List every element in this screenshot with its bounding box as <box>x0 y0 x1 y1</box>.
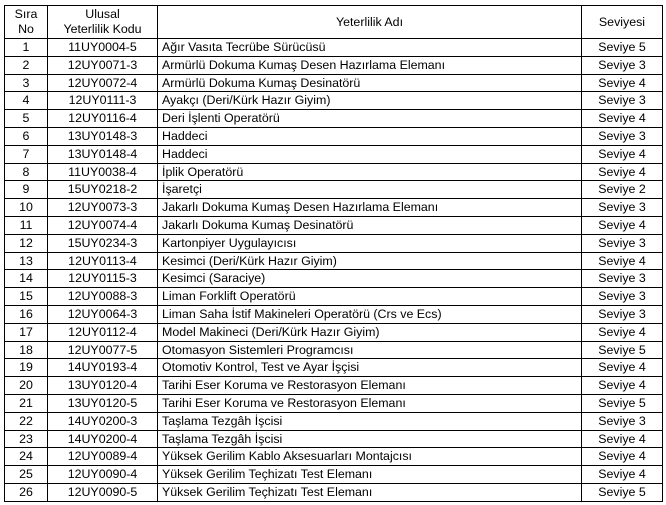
table-row <box>5 127 663 145</box>
table-row <box>5 216 663 234</box>
cell-level: Seviye 3 <box>582 127 663 145</box>
cell-qualification-name: Deri İşlenti Operatörü <box>158 110 582 128</box>
cell-qualification-name: Liman Forklift Operatörü <box>158 288 582 306</box>
cell-qualification-name: Model Makineci (Deri/Kürk Hazır Giyim) <box>158 323 582 341</box>
cell-level: Seviye 4 <box>582 145 663 163</box>
cell-qualification-name: Haddeci <box>158 145 582 163</box>
cell-qualification-name: Jakarlı Dokuma Kumaş Desinatörü <box>158 216 582 234</box>
table-row <box>5 288 663 306</box>
cell-level: Seviye 4 <box>582 216 663 234</box>
cell-qualification-name: Taşlama Tezgâh İşcisi <box>158 430 582 448</box>
table-row <box>5 377 663 395</box>
table-row <box>5 145 663 163</box>
cell-qualification-code: 12UY0090-5 <box>48 483 158 501</box>
table-row <box>5 39 663 57</box>
cell-qualification-name: Haddeci <box>158 127 582 145</box>
cell-level: Seviye 5 <box>582 394 663 412</box>
table-row <box>5 394 663 412</box>
cell-qualification-code: 12UY0112-4 <box>48 323 158 341</box>
cell-sequence-no: 22 <box>5 412 48 430</box>
cell-sequence-no: 25 <box>5 466 48 484</box>
table-row <box>5 56 663 74</box>
cell-sequence-no: 6 <box>5 127 48 145</box>
cell-level: Seviye 4 <box>582 74 663 92</box>
cell-level: Seviye 4 <box>582 377 663 395</box>
table-row <box>5 181 663 199</box>
cell-level: Seviye 4 <box>582 110 663 128</box>
cell-qualification-code: 12UY0116-4 <box>48 110 158 128</box>
header-text: No <box>18 22 34 36</box>
cell-sequence-no: 4 <box>5 92 48 110</box>
cell-level: Seviye 3 <box>582 56 663 74</box>
cell-level: Seviye 3 <box>582 305 663 323</box>
cell-qualification-name: Yüksek Gerilim Teçhizatı Test Elemanı <box>158 466 582 484</box>
cell-sequence-no: 14 <box>5 270 48 288</box>
cell-qualification-name: Armürlü Dokuma Kumaş Desinatörü <box>158 74 582 92</box>
cell-level: Seviye 3 <box>582 199 663 217</box>
cell-qualification-code: 13UY0120-4 <box>48 377 158 395</box>
cell-qualification-code: 12UY0088-3 <box>48 288 158 306</box>
cell-qualification-code: 14UY0193-4 <box>48 359 158 377</box>
table-row <box>5 252 663 270</box>
table-row <box>5 92 663 110</box>
cell-qualification-code: 12UY0072-4 <box>48 74 158 92</box>
table-row <box>5 163 663 181</box>
cell-sequence-no: 17 <box>5 323 48 341</box>
cell-sequence-no: 9 <box>5 181 48 199</box>
cell-sequence-no: 1 <box>5 39 48 57</box>
cell-qualification-code: 15UY0218-2 <box>48 181 158 199</box>
header-level: Seviyesi <box>582 6 663 39</box>
cell-qualification-name: İşaretçi <box>158 181 582 199</box>
cell-sequence-no: 8 <box>5 163 48 181</box>
cell-qualification-code: 12UY0113-4 <box>48 252 158 270</box>
cell-sequence-no: 21 <box>5 394 48 412</box>
header-sequence-no <box>5 6 48 39</box>
cell-sequence-no: 20 <box>5 377 48 395</box>
cell-qualification-code: 11UY0038-4 <box>48 163 158 181</box>
header-text: Yeterlilik Kodu <box>63 22 142 36</box>
cell-sequence-no: 2 <box>5 56 48 74</box>
table-row <box>5 359 663 377</box>
header-text: Sıra <box>14 7 38 21</box>
cell-sequence-no: 13 <box>5 252 48 270</box>
table-row <box>5 74 663 92</box>
cell-qualification-name: Tarihi Eser Koruma ve Restorasyon Elemanı <box>158 394 582 412</box>
cell-qualification-name: Yüksek Gerilim Teçhizatı Test Elemanı <box>158 483 582 501</box>
cell-qualification-name: Otomotiv Kontrol, Test ve Ayar İşçisi <box>158 359 582 377</box>
cell-sequence-no: 5 <box>5 110 48 128</box>
cell-sequence-no: 7 <box>5 145 48 163</box>
cell-level: Seviye 4 <box>582 252 663 270</box>
cell-sequence-no: 10 <box>5 199 48 217</box>
cell-qualification-code: 13UY0148-4 <box>48 145 158 163</box>
cell-level: Seviye 4 <box>582 323 663 341</box>
cell-sequence-no: 11 <box>5 216 48 234</box>
table-row <box>5 270 663 288</box>
cell-qualification-code: 12UY0064-3 <box>48 305 158 323</box>
cell-qualification-name: Otomasyon Sistemleri Programcısı <box>158 341 582 359</box>
cell-qualification-code: 12UY0071-3 <box>48 56 158 74</box>
cell-qualification-name: Tarihi Eser Koruma ve Restorasyon Elemanı <box>158 377 582 395</box>
table-row <box>5 448 663 466</box>
table-row <box>5 466 663 484</box>
cell-qualification-code: 15UY0234-3 <box>48 234 158 252</box>
cell-level: Seviye 5 <box>582 341 663 359</box>
header-qualification-name: Yeterlilik Adı <box>158 6 582 39</box>
cell-sequence-no: 23 <box>5 430 48 448</box>
cell-qualification-name: Yüksek Gerilim Kablo Aksesuarları Montajcısı <box>158 448 582 466</box>
cell-level: Seviye 5 <box>582 39 663 57</box>
header-text: Ulusal <box>85 7 120 21</box>
cell-level: Seviye 4 <box>582 430 663 448</box>
table-row <box>5 110 663 128</box>
table-header-row <box>5 6 663 39</box>
cell-level: Seviye 3 <box>582 234 663 252</box>
cell-sequence-no: 24 <box>5 448 48 466</box>
table-row <box>5 430 663 448</box>
cell-qualification-code: 12UY0077-5 <box>48 341 158 359</box>
cell-sequence-no: 12 <box>5 234 48 252</box>
cell-qualification-name: Liman Saha İstif Makineleri Operatörü (Crs ve Ecs) <box>158 305 582 323</box>
cell-qualification-code: 13UY0120-5 <box>48 394 158 412</box>
table-row <box>5 305 663 323</box>
cell-qualification-code: 12UY0074-4 <box>48 216 158 234</box>
cell-level: Seviye 4 <box>582 359 663 377</box>
cell-level: Seviye 2 <box>582 181 663 199</box>
header-qualification-code <box>48 6 158 39</box>
cell-qualification-code: 11UY0004-5 <box>48 39 158 57</box>
cell-level: Seviye 5 <box>582 483 663 501</box>
qualifications-table <box>4 5 663 502</box>
cell-sequence-no: 15 <box>5 288 48 306</box>
cell-qualification-name: Armürlü Dokuma Kumaş Desen Hazırlama Elemanı <box>158 56 582 74</box>
cell-qualification-code: 12UY0115-3 <box>48 270 158 288</box>
cell-level: Seviye 4 <box>582 448 663 466</box>
cell-level: Seviye 3 <box>582 270 663 288</box>
cell-qualification-name: Jakarlı Dokuma Kumaş Desen Hazırlama Elemanı <box>158 199 582 217</box>
cell-level: Seviye 3 <box>582 92 663 110</box>
cell-qualification-name: Kesimci (Deri/Kürk Hazır Giyim) <box>158 252 582 270</box>
cell-qualification-name: İplik Operatörü <box>158 163 582 181</box>
cell-level: Seviye 4 <box>582 466 663 484</box>
cell-level: Seviye 4 <box>582 163 663 181</box>
cell-qualification-code: 14UY0200-3 <box>48 412 158 430</box>
cell-sequence-no: 16 <box>5 305 48 323</box>
table-row <box>5 199 663 217</box>
table-row <box>5 323 663 341</box>
cell-qualification-name: Ayakçı (Deri/Kürk Hazır Giyim) <box>158 92 582 110</box>
table-row <box>5 483 663 501</box>
cell-qualification-name: Kesimci (Saraciye) <box>158 270 582 288</box>
cell-sequence-no: 3 <box>5 74 48 92</box>
cell-sequence-no: 26 <box>5 483 48 501</box>
cell-qualification-code: 12UY0090-4 <box>48 466 158 484</box>
table-row <box>5 412 663 430</box>
table-row <box>5 234 663 252</box>
cell-qualification-code: 12UY0111-3 <box>48 92 158 110</box>
table-row <box>5 341 663 359</box>
cell-qualification-code: 12UY0073-3 <box>48 199 158 217</box>
cell-qualification-name: Ağır Vasıta Tecrübe Sürücüsü <box>158 39 582 57</box>
cell-sequence-no: 18 <box>5 341 48 359</box>
cell-qualification-code: 13UY0148-3 <box>48 127 158 145</box>
cell-level: Seviye 3 <box>582 288 663 306</box>
cell-qualification-code: 12UY0089-4 <box>48 448 158 466</box>
cell-qualification-code: 14UY0200-4 <box>48 430 158 448</box>
cell-sequence-no: 19 <box>5 359 48 377</box>
cell-level: Seviye 3 <box>582 412 663 430</box>
cell-qualification-name: Kartonpiyer Uygulayıcısı <box>158 234 582 252</box>
cell-qualification-name: Taşlama Tezgâh İşcisi <box>158 412 582 430</box>
table-body <box>5 39 663 502</box>
